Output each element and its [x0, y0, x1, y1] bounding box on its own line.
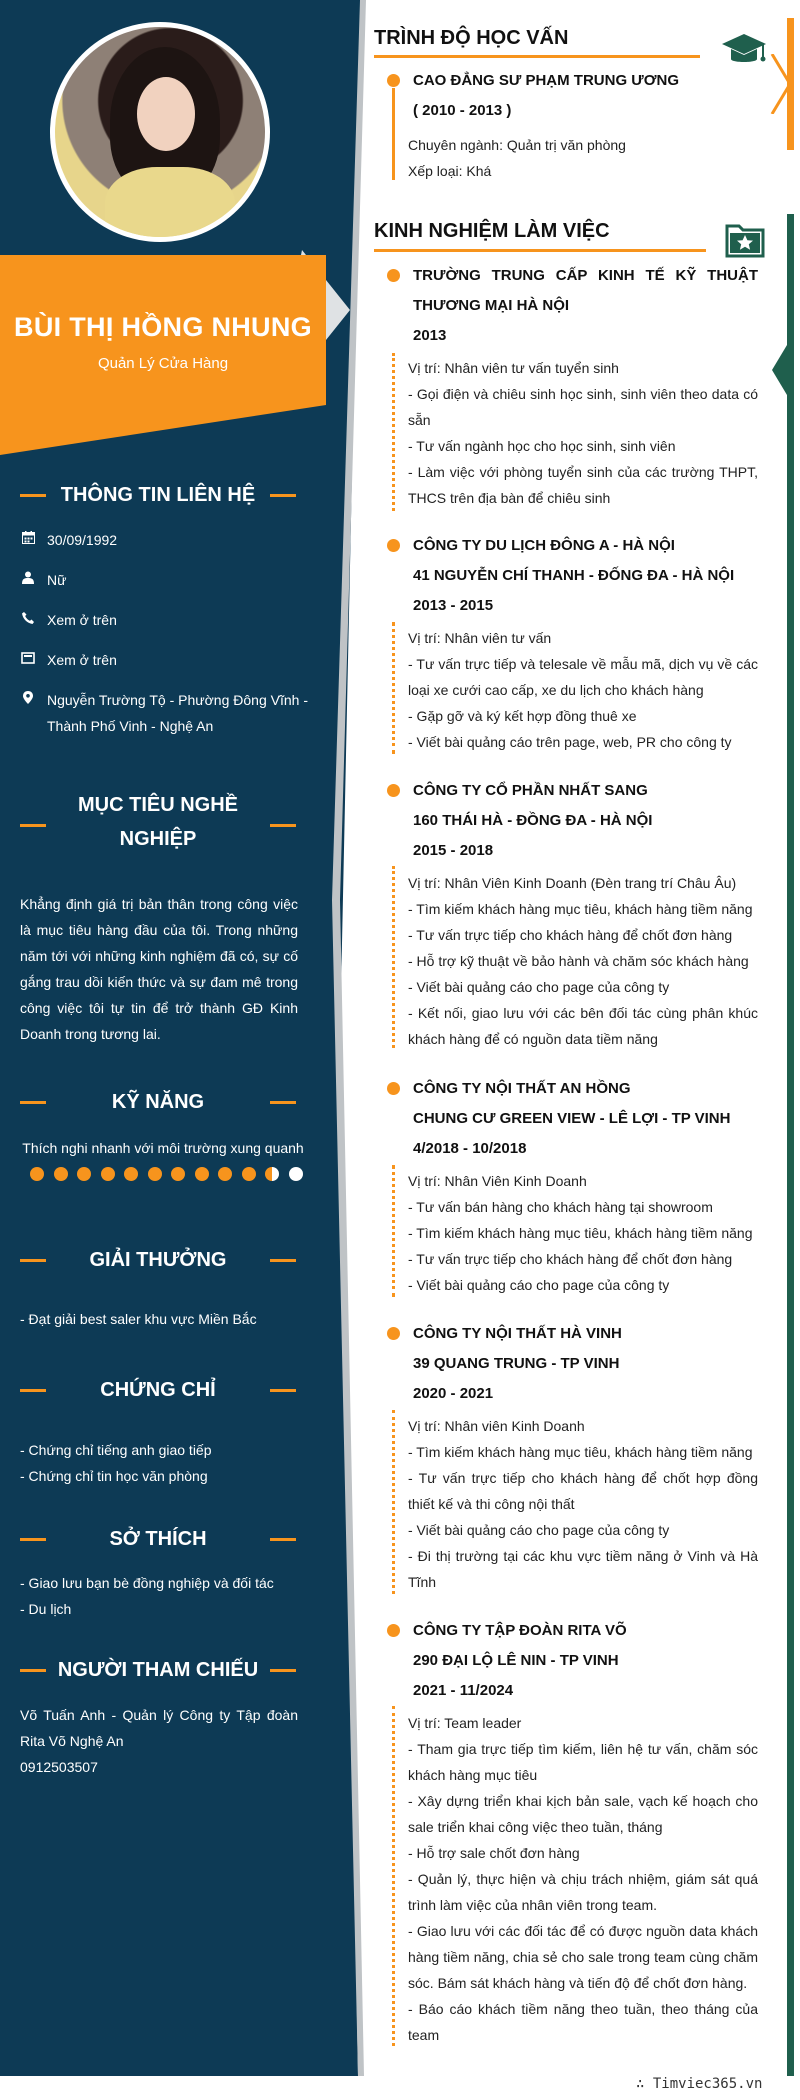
awards-title-text: GIẢI THƯỞNG [89, 1249, 227, 1271]
job-timeline [392, 622, 395, 754]
job-line: - Tìm kiếm khách hàng mục tiêu, khách hàng tiềm năng [408, 1225, 753, 1241]
skill-dot [171, 1167, 185, 1181]
hobby-item: - Giao lưu bạn bè đồng nghiệp và đối tác [20, 1575, 274, 1591]
job-timeline [392, 1165, 395, 1297]
job-line: Vị trí: Nhân Viên Kinh Doanh (Đèn trang trí Châu Âu) [408, 875, 737, 891]
job-line: - Tư vấn trực tiếp và telesale về mẫu mã, dịch vụ về các loại xe cưới cao cấp, xe du lịch cho khách hàng [408, 656, 758, 698]
job-details [408, 1710, 758, 2048]
reference-person: Võ Tuấn Anh - Quản lý Công ty Tập đoàn Rita Võ Nghệ An [20, 1707, 298, 1749]
job-period: 2021 - 11/2024 [413, 1682, 514, 1699]
title-bar-right [270, 1669, 296, 1672]
job-line: - Quản lý, thực hiện và chịu trách nhiệm, giám sát quá trình làm việc của nhân viên trong team. [408, 1871, 758, 1913]
job-company: CÔNG TY NỘI THẤT HÀ VINH [413, 1325, 622, 1342]
skill-dot [218, 1167, 232, 1181]
map-pin-icon [20, 687, 36, 713]
skill-dot [54, 1167, 68, 1181]
title-bar-left [20, 1538, 46, 1541]
profile-role: Quản Lý Cửa Hàng [97, 355, 229, 372]
address-value: Nguyễn Trường Tộ - Phường Đông Vĩnh - Thành Phố Vinh - Nghệ An [47, 692, 308, 734]
title-bar-left [20, 1101, 46, 1104]
job-bullet [387, 269, 400, 282]
certificate-item: - Chứng chỉ tiếng anh giao tiếp [20, 1442, 212, 1458]
skill-dot [101, 1167, 115, 1181]
skills-section-title [20, 1085, 296, 1119]
education-timeline [392, 88, 395, 180]
job-line: - Kết nối, giao lưu với các bên đối tác cùng phân khúc khách hàng để có nguồn data tiềm năng [408, 1005, 758, 1047]
job-line: - Tìm kiếm khách hàng mục tiêu, khách hàng tiềm năng [408, 901, 753, 917]
title-bar-left [20, 1669, 46, 1672]
graduation-cap-icon [720, 30, 768, 70]
job-line: - Hỗ trợ sale chốt đơn hàng [408, 1845, 580, 1861]
right-arrow-green [770, 340, 792, 400]
job-line: - Gặp gỡ và ký kết hợp đồng thuê xe [408, 708, 637, 724]
job-bullet [387, 1082, 400, 1095]
education-title: TRÌNH ĐỘ HỌC VẤN [374, 27, 569, 49]
skills-title-text: KỸ NĂNG [111, 1091, 205, 1113]
awards-section-title [20, 1243, 296, 1277]
gender-value: Nữ [47, 572, 67, 588]
education-underline [374, 55, 700, 58]
job-address: 41 NGUYỄN CHÍ THANH - ĐỐNG ĐA - HÀ NỘI [413, 567, 735, 584]
job-line: Vị trí: Nhân viên Kinh Doanh [408, 1418, 585, 1434]
skill-dot [195, 1167, 209, 1181]
birthday-value: 30/09/1992 [47, 532, 118, 548]
contact-section-title [20, 478, 296, 512]
job-line: - Tư vấn trực tiếp cho khách hàng để chốt hợp đồng thiết kế và thi công nội thất [408, 1470, 758, 1512]
reference-phone: 0912503507 [20, 1759, 98, 1775]
job-details [408, 1168, 758, 1298]
user-icon [20, 567, 36, 593]
job-line: Vị trí: Team leader [408, 1715, 522, 1731]
title-bar-left [20, 1389, 46, 1392]
right-edge-green-bar [787, 214, 794, 2076]
objective-text: Khẳng định giá trị bản thân trong công việc là mục tiêu hàng đầu của tôi. Trong những năm tới với những kinh nghiệm đã có, sự cố gắng trau dồi kiến thức và sự đam mê trong công việc tôi tự tin để trở thành GĐ Kinh Doanh trong tương lai. [20, 896, 298, 1042]
certificate-item: - Chứng chỉ tin học văn phòng [20, 1468, 208, 1484]
brand-text: Timviec365.vn [652, 2076, 763, 2092]
calendar-icon [20, 527, 36, 553]
skill-rating [30, 1167, 312, 1183]
job-bullet [387, 784, 400, 797]
job-details [408, 625, 758, 755]
references-section-title [20, 1653, 296, 1687]
job-line: - Hỗ trợ kỹ thuật về bảo hành và chăm sóc khách hàng [408, 953, 749, 969]
title-bar-right [270, 1101, 296, 1104]
job-timeline [392, 1706, 395, 2046]
job-line: Vị trí: Nhân Viên Kinh Doanh [408, 1173, 587, 1189]
job-line: - Tư vấn trực tiếp cho khách hàng để chốt đơn hàng [408, 927, 733, 943]
job-timeline [392, 1410, 395, 1594]
envelope-icon [20, 647, 36, 673]
job-period: 2020 - 2021 [413, 1385, 494, 1402]
award-item: - Đạt giải best saler khu vực Miền Bắc [20, 1311, 257, 1327]
phone-icon [20, 607, 36, 633]
title-bar-right [270, 1538, 296, 1541]
job-line: - Làm việc với phòng tuyển sinh của các trường THPT, THCS trên địa bàn để chiêu sinh [408, 464, 758, 506]
skill-dot [265, 1167, 279, 1181]
job-address: 160 THÁI HÀ - ĐỒNG ĐA - HÀ NỘI [413, 812, 653, 829]
job-bullet [387, 539, 400, 552]
title-bar-right [270, 494, 296, 497]
job-timeline [392, 353, 395, 511]
email-value: Xem ở trên [47, 652, 117, 668]
hobby-item: - Du lịch [20, 1601, 72, 1617]
job-line: - Tư vấn trực tiếp cho khách hàng để chốt đơn hàng [408, 1251, 733, 1267]
experience-title: KINH NGHIỆM LÀM VIỆC [374, 220, 610, 242]
job-period: 2013 [413, 327, 447, 344]
avatar-shirt [105, 167, 235, 237]
objective-section-title [20, 788, 296, 856]
title-bar-right [270, 1389, 296, 1392]
job-line: - Gọi điện và chiêu sinh học sinh, sinh viên theo data có sẵn [408, 386, 758, 428]
job-details [408, 355, 758, 511]
job-company: CÔNG TY DU LỊCH ĐÔNG A - HÀ NỘI [413, 537, 675, 554]
certificates-section-title [20, 1373, 296, 1407]
job-address: 290 ĐẠI LỘ LÊ NIN - TP VINH [413, 1652, 619, 1669]
job-period: 2015 - 2018 [413, 842, 494, 859]
job-company: CÔNG TY TẬP ĐOÀN RITA VÕ [413, 1622, 627, 1639]
folder-star-icon [725, 222, 765, 258]
title-bar-right [270, 824, 296, 827]
job-bullet [387, 1624, 400, 1637]
job-line: - Báo cáo khách tiềm năng theo tuần, theo tháng của team [408, 2001, 758, 2043]
skill-dot [148, 1167, 162, 1181]
hobbies-section-title [20, 1522, 296, 1556]
skill-dot [242, 1167, 256, 1181]
job-line: - Viết bài quảng cáo cho page của công ty [408, 979, 670, 995]
education-major: Chuyên ngành: Quản trị văn phòng [408, 137, 626, 153]
title-bar-left [20, 494, 46, 497]
skill-item: Thích nghi nhanh với môi trường xung quanh [22, 1140, 304, 1156]
job-details [408, 1413, 758, 1595]
education-bullet [387, 74, 400, 87]
education-years: ( 2010 - 2013 ) [413, 102, 512, 119]
job-company: CÔNG TY CỔ PHẦN NHẤT SANG [413, 782, 648, 799]
title-bar-right [270, 1259, 296, 1262]
job-address: CHUNG CƯ GREEN VIEW - LÊ LỢI - TP VINH [413, 1110, 731, 1127]
job-company: TRƯỜNG TRUNG CẤP KINH TẾ KỸ THUẬT THƯƠNG MẠI HÀ NỘI [413, 267, 758, 314]
job-line: - Viết bài quảng cáo cho page của công ty [408, 1522, 670, 1538]
avatar-face [137, 77, 195, 151]
hobbies-title-text: SỞ THÍCH [109, 1528, 207, 1550]
objective-title-line1: MỤC TIÊU NGHỀ [78, 794, 238, 816]
job-address: 39 QUANG TRUNG - TP VINH [413, 1355, 620, 1372]
job-line: - Tư vấn bán hàng cho khách hàng tại showroom [408, 1199, 713, 1215]
job-line: - Tham gia trực tiếp tìm kiếm, liên hệ tư vấn, chăm sóc khách hàng mục tiêu [408, 1741, 758, 1783]
job-timeline [392, 866, 395, 1048]
job-line: Vị trí: Nhân viên tư vấn tuyển sinh [408, 360, 619, 376]
skill-dot [77, 1167, 91, 1181]
brand-logo-icon: ∴ [636, 2076, 653, 2092]
job-line: - Giao lưu với các đối tác để có được nguồn data khách hàng tiềm năng, chia sẻ cho sale trong team cùng chăm sóc. Bám sát khách hàng và tiến độ để chốt đơn hàng. [408, 1923, 758, 1991]
experience-underline [374, 249, 706, 252]
education-grade: Xếp loại: Khá [408, 163, 492, 179]
job-line: - Đi thị trường tại các khu vực tiềm năng ở Vinh và Hà Tĩnh [408, 1548, 758, 1590]
job-details [408, 870, 758, 1052]
job-company: CÔNG TY NỘI THẤT AN HỒNG [413, 1080, 631, 1097]
education-school: CAO ĐẲNG SƯ PHẠM TRUNG ƯƠNG [413, 72, 680, 89]
phone-value: Xem ở trên [47, 612, 117, 628]
profile-name: BÙI THỊ HỒNG NHUNG [14, 312, 312, 342]
job-line: - Viết bài quảng cáo cho page của công ty [408, 1277, 670, 1293]
job-line: - Xây dựng triển khai kịch bản sale, vạch kế hoạch cho sale triển khai công việc theo tuần, tháng [408, 1793, 758, 1835]
right-arrow-orange [770, 54, 792, 114]
certificates-title-text: CHỨNG CHỈ [100, 1379, 216, 1401]
skill-dot [289, 1167, 303, 1181]
job-bullet [387, 1327, 400, 1340]
title-bar-left [20, 824, 46, 827]
objective-title-line2: NGHIỆP [119, 828, 197, 850]
references-title-text: NGƯỜI THAM CHIẾU [57, 1659, 259, 1681]
contact-title-text: THÔNG TIN LIÊN HỆ [60, 484, 256, 506]
job-line: - Viết bài quảng cáo trên page, web, PR cho công ty [408, 734, 732, 750]
footer-brand[interactable] [636, 2076, 762, 2092]
avatar [55, 27, 265, 237]
title-bar-left [20, 1259, 46, 1262]
skill-dot [30, 1167, 44, 1181]
job-line: - Tư vấn ngành học cho học sinh, sinh viên [408, 438, 676, 454]
job-line: - Tìm kiếm khách hàng mục tiêu, khách hàng tiềm năng [408, 1444, 753, 1460]
skill-dot [124, 1167, 138, 1181]
job-line: Vị trí: Nhân viên tư vấn [408, 630, 552, 646]
job-period: 2013 - 2015 [413, 597, 494, 614]
job-period: 4/2018 - 10/2018 [413, 1140, 527, 1157]
